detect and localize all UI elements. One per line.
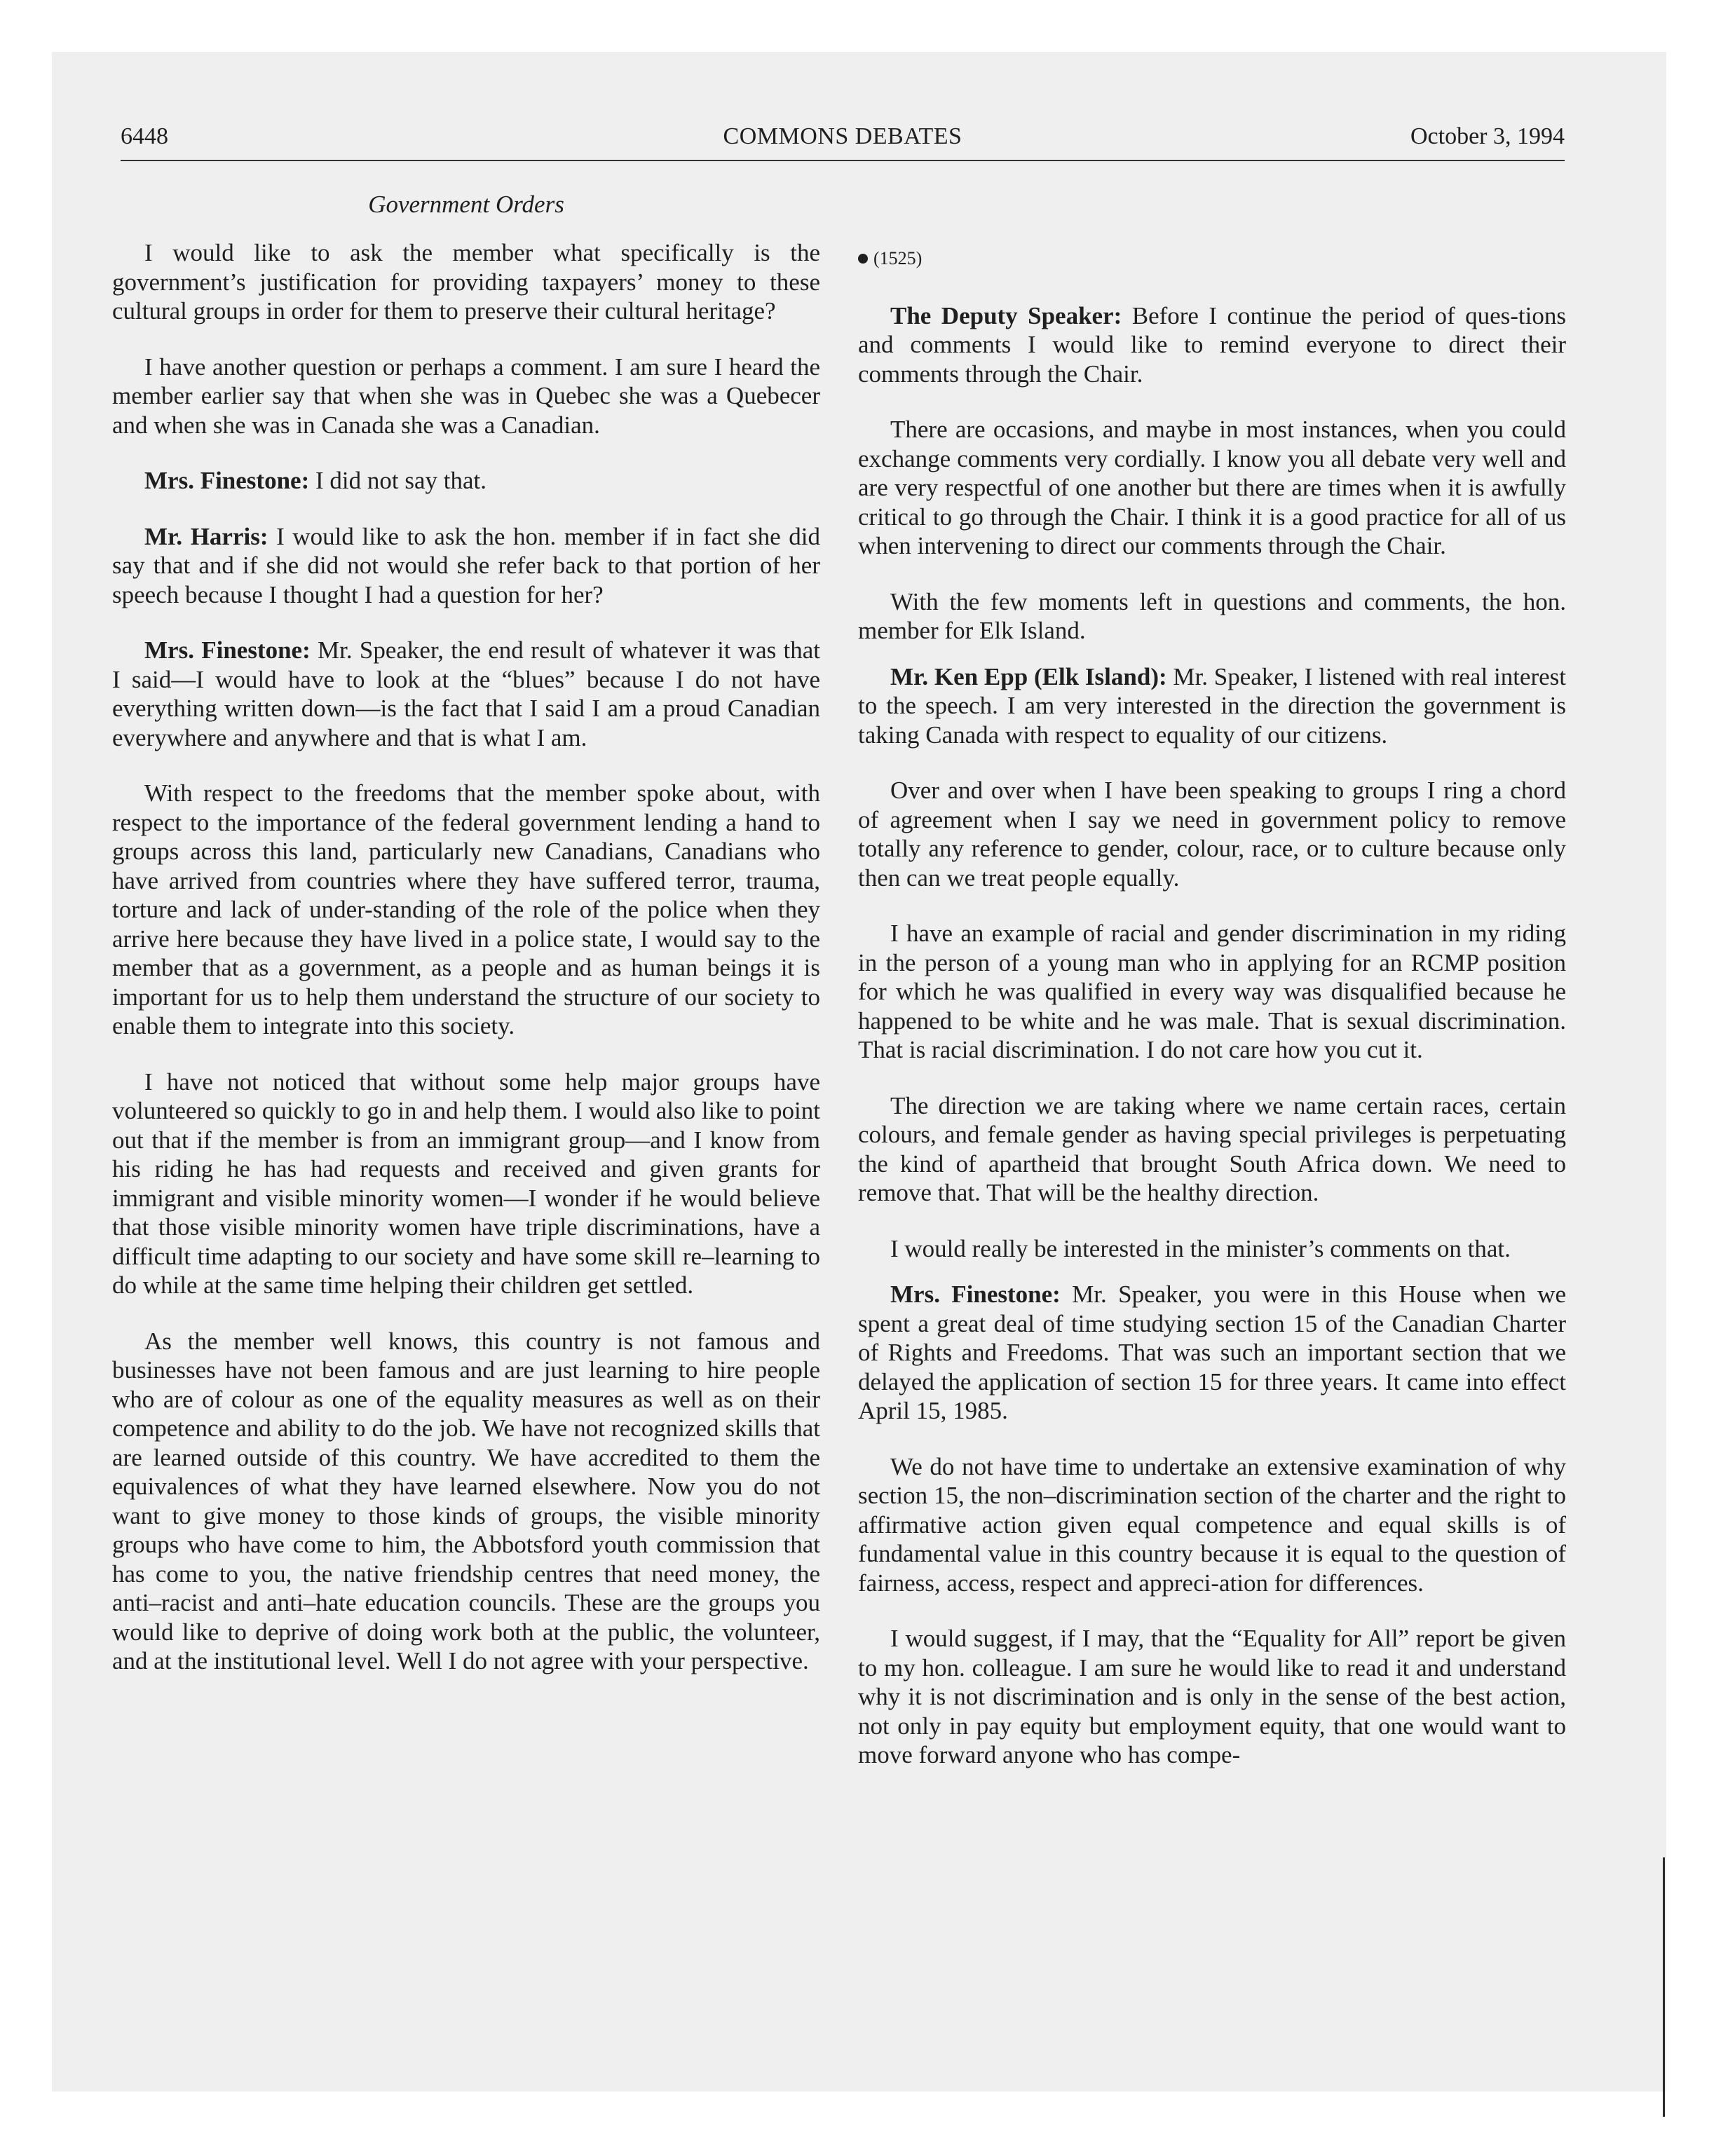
speaker-name: The Deputy Speaker: (890, 301, 1122, 329)
paragraph-text: I have another question or perhaps a comment. I am sure I heard the member earlier say that when she was in Quebec she was a Quebecer and when she was in Canada she was a Canadian. (112, 353, 820, 439)
paragraph-text: I would like to ask the member what specifically is the government’s justification for providing taxpayers’ money to these cultural groups in order for them to preserve their cultural heritage? (112, 239, 820, 325)
paragraph (112, 522, 820, 610)
bullet-icon (858, 254, 868, 264)
paragraph-text: Before I continue the period of ques-tions and comments I would like to remind everyone to direct their comments through the Chair. (858, 301, 1567, 388)
paragraph-text: We do not have time to undertake an extensive examination of why section 15, the non–discrimination section of the charter and the right to affirmative action given equal competence and equal skills is of fundamental value in this country because it is equal to the question of fairness, access, respect and appreci-ation for differences. (858, 1452, 1566, 1597)
paragraph-text: I would suggest, if I may, that the “Equality for All” report be given to my hon. colleague. I am sure he would like to read it and understand why it is not discrimination and is only in the sense of the best action, not only in pay equity but employment equity, that one would want to move forward anyone who has compe- (858, 1625, 1566, 1768)
page-number: 6448 (121, 123, 168, 149)
paragraph (858, 662, 1566, 750)
left-column (112, 238, 820, 1703)
paragraph-text: I would really be interested in the minister’s comments on that. (890, 1234, 1511, 1262)
paragraph (112, 238, 820, 326)
paragraph (858, 301, 1566, 389)
paragraph (112, 466, 820, 496)
paragraph-text: There are occasions, and maybe in most instances, when you could exchange comments very cordially. I know you all debate very well and are very respectful of one another but there are times when it is awfully critical to go through the Chair. I think it is a good practice for all of us when intervening to direct our comments through the Chair. (858, 416, 1566, 559)
page-header (121, 123, 1565, 158)
paragraph (112, 636, 820, 752)
paragraph (858, 1624, 1566, 1770)
right-column (858, 238, 1566, 1796)
paragraph (112, 1067, 820, 1300)
publication-date: October 3, 1994 (1410, 123, 1565, 149)
section-title: Government Orders (368, 191, 564, 218)
paragraph-text: Mr. Speaker, you were in this House when we spent a great deal of time studying section 15 of the Canadian Charter of Rights and Freedoms. That was such an important section that we delayed the application of section 15 for three years. It came into effect April 15, 1985. (858, 1281, 1566, 1424)
paragraph-text: With the few moments left in questions and comments, the hon. member for Elk Island. (858, 587, 1566, 644)
paragraph (858, 1091, 1566, 1208)
time-marker (858, 244, 1566, 273)
speaker-name: Mrs. Finestone: (144, 636, 311, 664)
paragraph-text: I have not noticed that without some help major groups have volunteered so quickly to go in and help them. I would also like to point out that if the member is from an immigrant group—and I know from his riding he has had requests and received and given grants for immigrant and visible minority women—I wonder if he would believe that those visible minority women have triple discriminations, have a difficult time adapting to our society and have some skill re–learning to do while at the same time helping their children get settled. (112, 1067, 820, 1299)
paragraph (858, 776, 1566, 892)
paragraph-text: Mr. Speaker, the end result of whatever it was that I said—I would have to look at the “blues” because I do not have everything written down—is the fact that I said I am a proud Canadian everywhere and anywhere and that is what I am. (112, 636, 820, 751)
paragraph (112, 1327, 820, 1676)
paragraph (858, 587, 1566, 646)
paragraph (858, 415, 1566, 561)
speaker-name: Mr. Ken Epp (Elk Island): (890, 662, 1167, 690)
speaker-name: Mrs. Finestone: (144, 467, 310, 494)
paragraph-text: I did not say that. (309, 467, 487, 494)
time-marker-text: (1525) (873, 248, 923, 268)
paragraph-text: I would like to ask the hon. member if in fact she did say that and if she did not would she refer back to that portion of her speech because I thought I had a question for her? (112, 522, 820, 608)
paragraph (858, 1280, 1566, 1426)
paragraph (858, 919, 1566, 1065)
paragraph (112, 779, 820, 1041)
paragraph (858, 1452, 1566, 1598)
paragraph-text: I have an example of racial and gender discrimination in my riding in the person of a young man who in applying for an RCMP position for which he was qualified in every way was disqualified because he happened to be white and he was male. That is sexual discrimination. That is racial discrimination. I do not care how you cut it. (858, 920, 1566, 1063)
paragraph-text: Mr. Speaker, I listened with real interest to the speech. I am very interested in the direction the government is taking Canada with respect to equality of our citizens. (858, 662, 1566, 749)
scan-edge-line (1663, 1857, 1665, 2117)
speaker-name: Mr. Harris: (144, 522, 268, 550)
paragraph-text: The direction we are taking where we name certain races, certain colours, and female gender as having special privileges is perpetuating the kind of apartheid that brought South Africa down. We need to remove that. That will be the healthy direction. (858, 1091, 1566, 1206)
paragraph (112, 353, 820, 440)
paragraph-text: As the member well knows, this country is not famous and businesses have not been famous and are just learning to hire people who are of colour as one of the equality measures as well as on their competence and ability to do the job. We have not recognized skills that are learned outside of this country. We have accredited to them the equivalences of what they have learned elsewhere. Now you do not want to give money to those kinds of groups, the visible minority groups who have come to him, the Abbotsford youth commission that has come to you, the native friendship centres that need money, the anti–racist and anti–hate education councils. These are the groups you would like to deprive of doing work both at the public, the volunteer, and at the institutional level. Well I do not agree with your perspective. (112, 1327, 820, 1674)
paragraph-text: With respect to the freedoms that the member spoke about, with respect to the importance of the federal government lending a hand to groups across this land, particularly new Canadians, Canadians who have arrived from countries where they have suffered terror, trauma, torture and lack of under-standing of the role of the police when they arrive here because they have lived in a police state, I would say to the member that as a government, as a people and as human beings it is important for us to help them understand the structure of our society to enable them to integrate into this society. (112, 779, 820, 1039)
paragraph-text: Over and over when I have been speaking to groups I ring a chord of agreement when I say we need in government policy to remove totally any reference to gender, colour, race, or to culture because only then can we treat people equally. (858, 777, 1566, 892)
header-rule (121, 160, 1565, 161)
paragraph (858, 1234, 1566, 1264)
publication-title: COMMONS DEBATES (723, 123, 962, 149)
speaker-name: Mrs. Finestone: (890, 1281, 1061, 1308)
